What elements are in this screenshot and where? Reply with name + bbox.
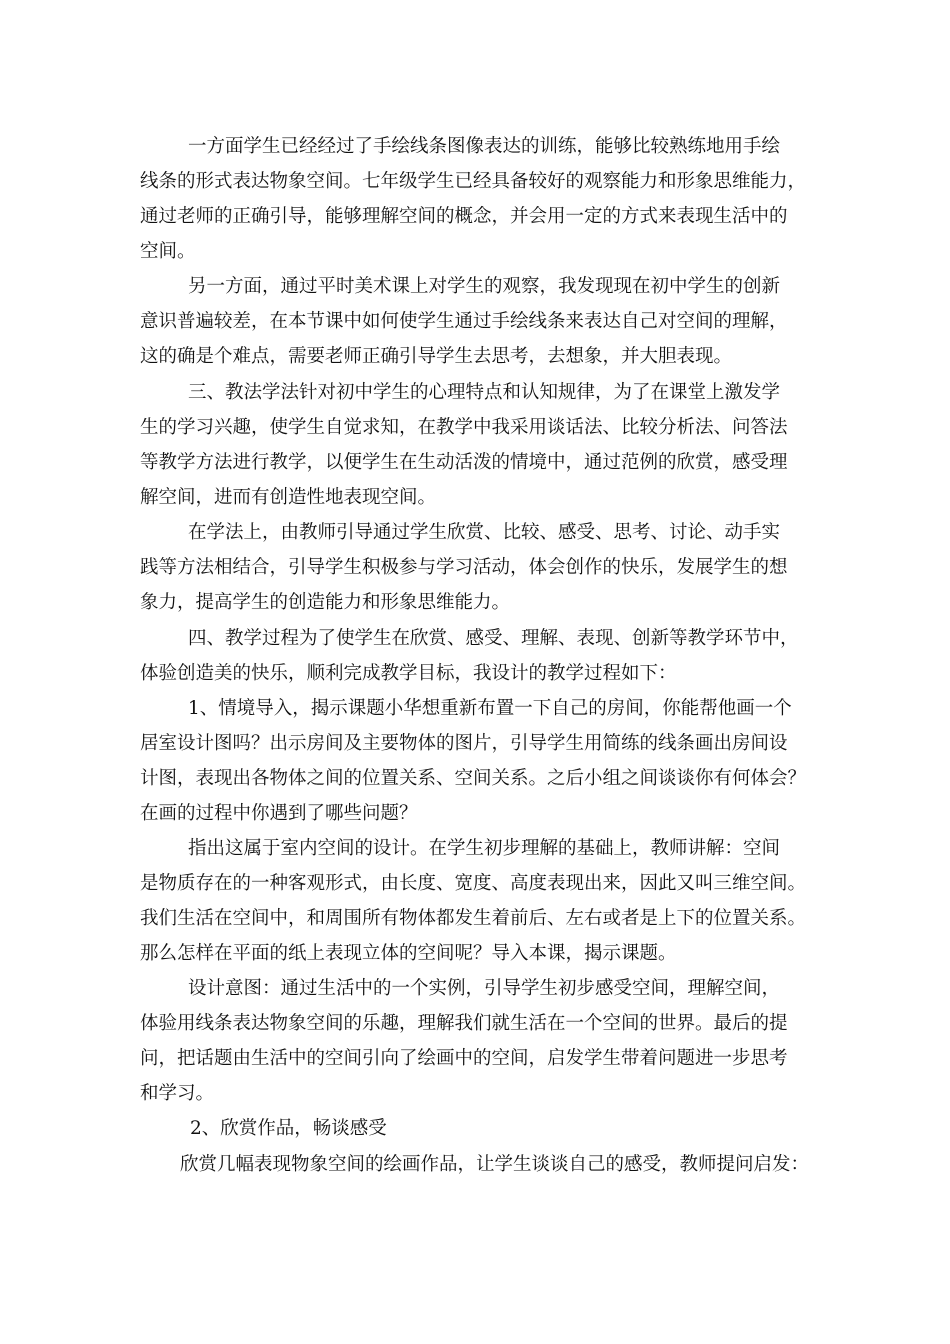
text-line: 是物质存在的一种客观形式，由长度、宽度、高度表现出来，因此又叫三维空间。 [140, 873, 807, 894]
text-line: 欣赏几幅表现物象空间的绘画作品，让学生谈谈自己的感受，教师提问启发： [180, 1154, 810, 1175]
text-line: 在画的过程中你遇到了哪些问题？ [140, 803, 418, 824]
text-line: 线条的形式表达物象空间。七年级学生已经具备较好的观察能力和形象思维能力， [140, 171, 807, 192]
text-line: 践等方法相结合，引导学生积极参与学习活动，体会创作的快乐，发展学生的想 [140, 557, 788, 578]
text-line: 那么怎样在平面的纸上表现立体的空间呢？导入本课，揭示课题。 [140, 943, 677, 964]
text-line: 计图，表现出各物体之间的位置关系、空间关系。之后小组之间谈谈你有何体会？ [140, 768, 807, 789]
text-line: 1、情境导入，揭示课题小华想重新布置一下自己的房间，你能帮他画一个 [188, 698, 792, 719]
text-line: 指出这属于室内空间的设计。在学生初步理解的基础上，教师讲解：空间 [188, 838, 781, 859]
text-line: 在学法上，由教师引导通过学生欣赏、比较、感受、思考、讨论、动手实 [188, 522, 781, 543]
text-line: 四、教学过程为了使学生在欣赏、感受、理解、表现、创新等教学环节中， [188, 628, 799, 649]
text-line: 象力，提高学生的创造能力和形象思维能力。 [140, 592, 511, 613]
text-line: 问，把话题由生活中的空间引向了绘画中的空间，启发学生带着问题进一步思考 [140, 1048, 788, 1069]
text-line: 等教学方法进行教学，以便学生在生动活泼的情境中，通过范例的欣赏，感受理 [140, 452, 788, 473]
text-line: 意识普遍较差，在本节课中如何使学生通过手绘线条来表达自己对空间的理解， [140, 311, 788, 332]
section-heading: 2、欣赏作品，畅谈感受 [190, 1118, 387, 1139]
text-line: 解空间，进而有创造性地表现空间。 [140, 487, 437, 508]
text-line: 我们生活在空间中，和周围所有物体都发生着前后、左右或者是上下的位置关系。 [140, 908, 807, 929]
text-line: 体验创造美的快乐，顺利完成教学目标，我设计的教学过程如下： [140, 663, 677, 684]
text-line: 通过老师的正确引导，能够理解空间的概念，并会用一定的方式来表现生活中的 [140, 206, 788, 227]
text-line: 设计意图：通过生活中的一个实例，引导学生初步感受空间，理解空间， [188, 978, 781, 999]
text-line: 另一方面，通过平时美术课上对学生的观察，我发现现在初中学生的创新 [188, 276, 781, 297]
text-line: 一方面学生已经经过了手绘线条图像表达的训练，能够比较熟练地用手绘 [188, 136, 781, 157]
text-line: 三、教法学法针对初中学生的心理特点和认知规律，为了在课堂上激发学 [188, 382, 781, 403]
text-line: 这的确是个难点，需要老师正确引导学生去思考，去想象，并大胆表现。 [140, 346, 733, 367]
text-line: 和学习。 [140, 1083, 215, 1104]
text-line: 居室设计图吗？出示房间及主要物体的图片，引导学生用简练的线条画出房间设 [140, 733, 788, 754]
text-line: 体验用线条表达物象空间的乐趣，理解我们就生活在一个空间的世界。最后的提 [140, 1013, 788, 1034]
text-line: 空间。 [140, 241, 196, 262]
text-line: 生的学习兴趣，使学生自觉求知，在教学中我采用谈话法、比较分析法、问答法 [140, 417, 788, 438]
